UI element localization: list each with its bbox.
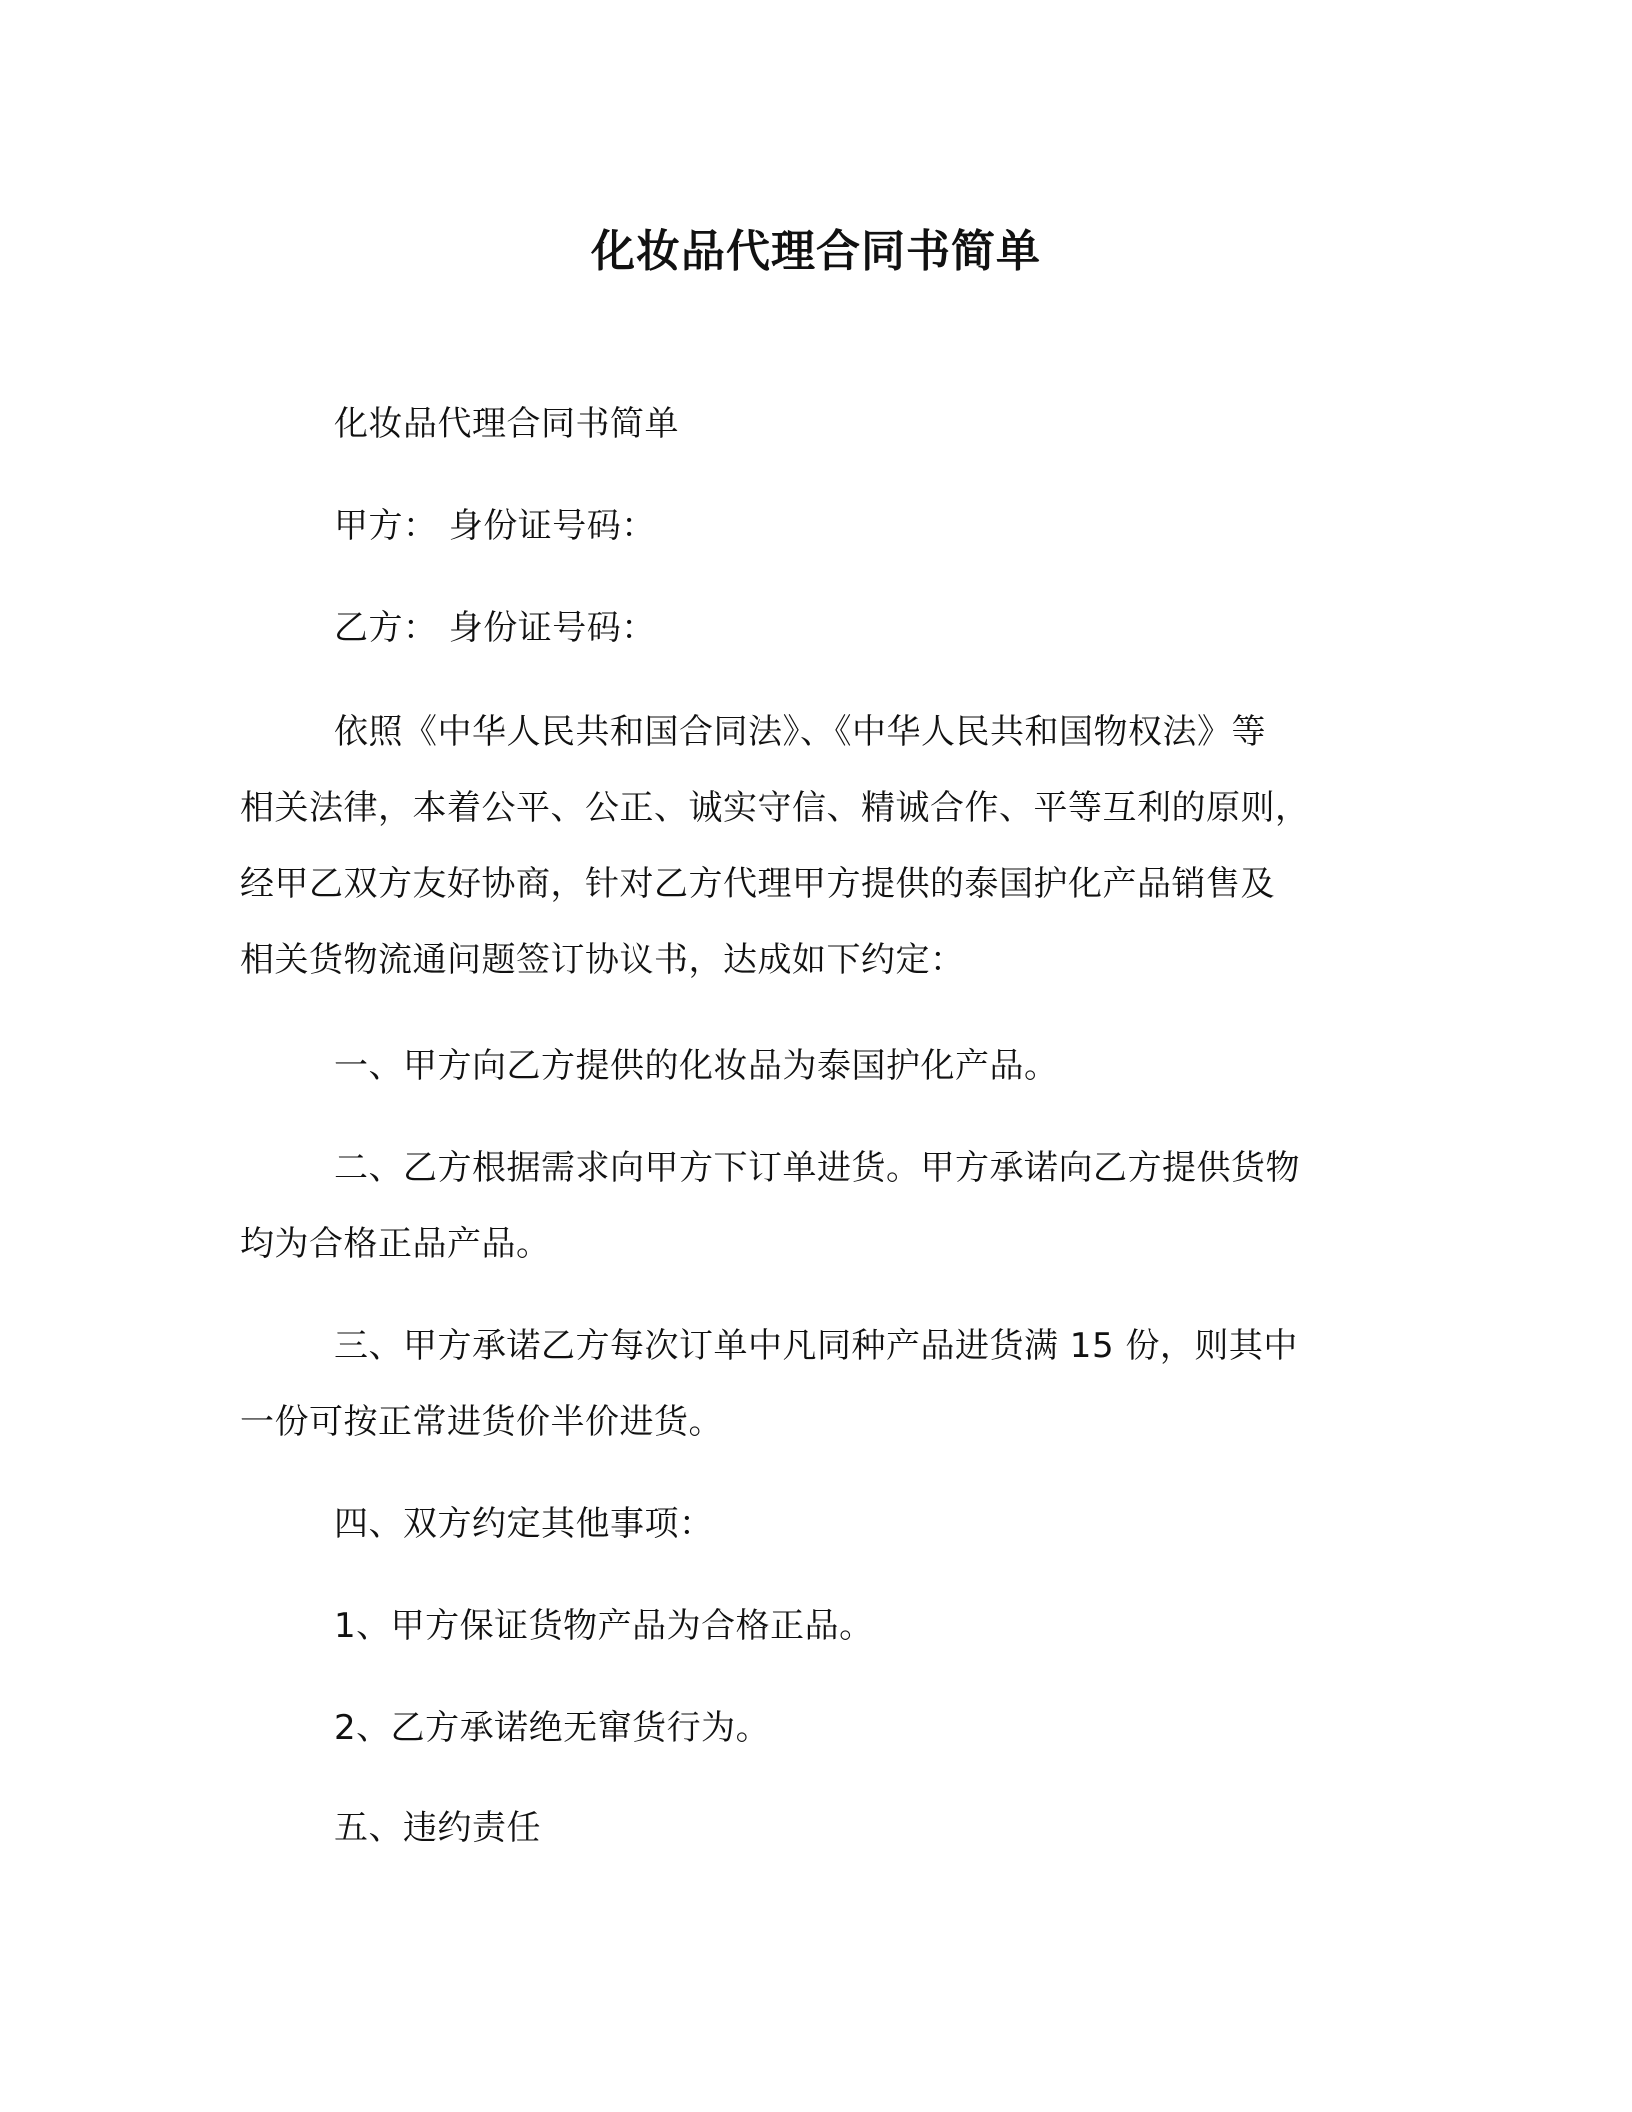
- clause-1-text: 一、甲方向乙方提供的化妆品为泰国护化产品。: [334, 1046, 1059, 1086]
- party-a-text: 甲方： 身份证号码：: [334, 506, 656, 546]
- subtitle: [240, 386, 1380, 462]
- party-a: [240, 488, 1380, 564]
- item-1: [240, 1588, 1380, 1664]
- item-2-text: 2、乙方承诺绝无窜货行为。: [334, 1708, 771, 1748]
- clause-5: [240, 1790, 1380, 1866]
- preamble-line: 经甲乙双方友好协商，针对乙方代理甲方提供的泰国护化产品销售及: [240, 864, 1275, 904]
- item-2: [240, 1690, 1380, 1766]
- party-b: [240, 590, 1380, 666]
- preamble: [240, 694, 1380, 998]
- clause-3-line: 一份可按正常进货价半价进货。: [240, 1402, 723, 1442]
- clause-3: [240, 1308, 1380, 1460]
- clause-2: [240, 1130, 1380, 1282]
- document-title: 化妆品代理合同书简单: [591, 226, 1041, 277]
- preamble-line: 相关法律，本着公平、公正、诚实守信、精诚合作、平等互利的原则，: [240, 788, 1310, 828]
- party-b-text: 乙方： 身份证号码：: [334, 608, 656, 648]
- item-1-text: 1、甲方保证货物产品为合格正品。: [334, 1606, 874, 1646]
- clause-3-line: 三、甲方承诺乙方每次订单中凡同种产品进货满 15 份，则其中: [334, 1326, 1298, 1366]
- clause-2-line: 均为合格正品产品。: [240, 1224, 551, 1264]
- preamble-line: 相关货物流通问题签订协议书，达成如下约定：: [240, 940, 965, 980]
- clause-4: [240, 1486, 1380, 1562]
- preamble-line: 依照《中华人民共和国合同法》、《中华人民共和国物权法》等: [334, 712, 1266, 752]
- clause-4-text: 四、双方约定其他事项：: [334, 1504, 714, 1544]
- clause-1: [240, 1028, 1380, 1104]
- clause-5-text: 五、违约责任: [334, 1808, 541, 1848]
- subtitle-text: 化妆品代理合同书简单: [334, 404, 679, 444]
- clause-2-line: 二、乙方根据需求向甲方下订单进货。甲方承诺向乙方提供货物: [334, 1148, 1300, 1188]
